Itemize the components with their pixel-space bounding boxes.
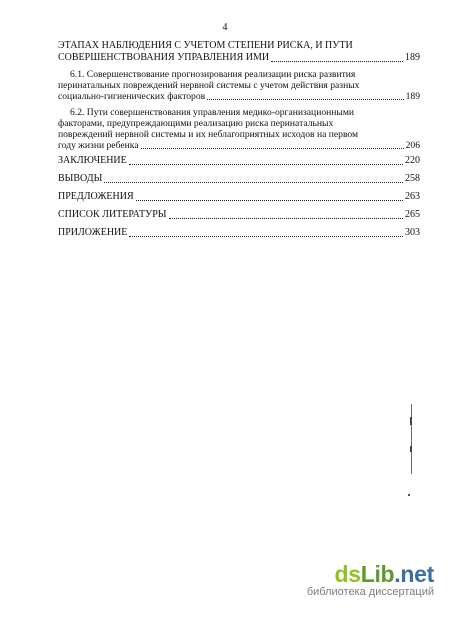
toc-line: 6.2. Пути совершенствования управления медико-организационными — [70, 107, 355, 118]
scan-artifact-line — [410, 446, 412, 452]
toc-text: социально-гигиенических факторов — [58, 91, 206, 102]
toc-section-6 — [58, 40, 420, 64]
toc-entry-findings — [58, 173, 420, 185]
toc-line: повреждений нервной системы и их неблагоприятных исходов на первом — [58, 129, 359, 140]
watermark-subtitle: библиотека диссертаций — [306, 586, 434, 598]
toc-line: ЭТАПАХ НАБЛЮДЕНИЯ С УЧЕТОМ СТЕПЕНИ РИСКА, И ПУТИ — [58, 40, 353, 51]
toc-page-number: 206 — [405, 140, 420, 151]
toc-line: 6.1. Совершенствование прогнозирования реализации риска развития — [70, 69, 356, 80]
toc-text: СПИСОК ЛИТЕРАТУРЫ — [58, 209, 167, 220]
toc-subsection-6-1 — [58, 69, 420, 102]
page-number: 4 — [222, 22, 228, 33]
toc-page-number: 303 — [405, 227, 420, 238]
toc-entry-last-line — [58, 140, 420, 151]
watermark-logo-part: ds — [334, 561, 361, 587]
scan-artifact-line — [411, 404, 412, 474]
scan-artifact-line — [410, 417, 412, 425]
watermark-logo — [294, 561, 434, 587]
toc-page-number: 265 — [405, 209, 420, 220]
toc-subsection-6-2 — [58, 107, 420, 151]
scan-artifact-dot — [408, 494, 410, 496]
toc-entry-last-line — [58, 91, 420, 102]
toc-entry-references — [58, 209, 420, 221]
toc-text: году жизни ребенка — [58, 140, 139, 151]
toc-text: ВЫВОДЫ — [58, 173, 103, 184]
table-of-contents — [58, 40, 420, 239]
toc-entry-proposals — [58, 191, 420, 203]
dot-leader — [207, 98, 403, 100]
toc-line: факторами, предупреждающими реализацию риска перинатальных — [58, 118, 334, 129]
toc-line: перинатальных повреждений нервной системы с учетом действия разных — [58, 80, 360, 91]
toc-page-number: 263 — [405, 191, 420, 202]
toc-page-number: 220 — [405, 155, 420, 166]
toc-page-number: 258 — [405, 173, 420, 184]
dot-leader — [169, 217, 404, 219]
dot-leader — [129, 163, 403, 165]
toc-entry-conclusion — [58, 155, 420, 167]
toc-entry-appendix — [58, 227, 420, 239]
toc-text: ПРИЛОЖЕНИЕ — [58, 227, 128, 238]
toc-text: ЗАКЛЮЧЕНИЕ — [58, 155, 127, 166]
dot-leader — [141, 147, 404, 149]
toc-entry-last-line — [58, 52, 420, 64]
toc-text: СОВЕРШЕНСТВОВАНИЯ УПРАВЛЕНИЯ ИМИ — [58, 52, 270, 63]
dot-leader — [129, 235, 403, 237]
watermark — [294, 561, 434, 599]
dot-leader — [136, 199, 403, 201]
toc-text: ПРЕДЛОЖЕНИЯ — [58, 191, 134, 202]
watermark-logo-part: Lib — [360, 561, 395, 587]
dot-leader — [271, 60, 403, 62]
toc-page-number: 189 — [405, 91, 420, 102]
toc-page-number: 189 — [405, 52, 420, 63]
dot-leader — [104, 181, 403, 183]
watermark-logo-part: .net — [394, 561, 434, 587]
